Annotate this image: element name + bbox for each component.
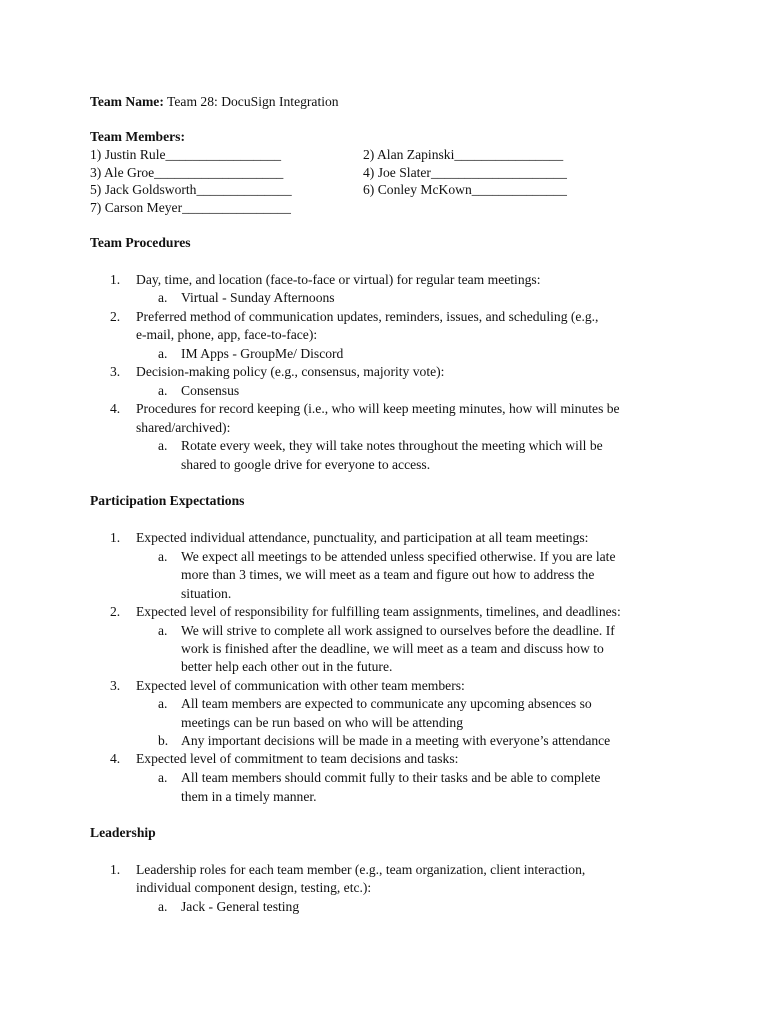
- procedure-4a-letter: a.: [158, 438, 168, 453]
- procedure-4-number: 4.: [110, 401, 121, 416]
- team-name-line: [90, 93, 339, 111]
- procedure-2a-text: IM Apps - GroupMe/ Discord: [181, 346, 344, 361]
- participation-1a-letter: a.: [158, 549, 168, 564]
- participation-4a-text: All team members should commit fully to their tasks and be able to complete: [181, 770, 601, 785]
- team-members-heading: Team Members:: [90, 129, 186, 144]
- procedure-3-text: Decision-making policy (e.g., consensus, majority vote):: [136, 364, 445, 379]
- procedure-4-text: Procedures for record keeping (i.e., who will keep meeting minutes, how will minutes be: [136, 401, 620, 416]
- procedure-2-text-cont: e-mail, phone, app, face-to-face):: [136, 327, 318, 342]
- procedure-2a-letter: a.: [158, 346, 168, 361]
- procedure-2-number: 2.: [110, 309, 121, 324]
- participation-4-number: 4.: [110, 751, 121, 766]
- leadership-heading: Leadership: [90, 825, 156, 840]
- participation-3a-text-2: meetings can be run based on who will be attending: [181, 715, 463, 730]
- member-3: 3) Ale Groe___________________: [90, 165, 284, 180]
- participation-3a-text: All team members are expected to communicate any upcoming absences so: [181, 696, 592, 711]
- procedure-1a-letter: a.: [158, 290, 168, 305]
- participation-2a-text-2: work is finished after the deadline, we will meet as a team and discuss how to: [181, 641, 604, 656]
- team-name-label: Team Name:: [90, 94, 164, 109]
- member-6: 6) Conley McKown______________: [363, 182, 567, 197]
- leadership-1a-letter: a.: [158, 899, 168, 914]
- participation-3b-text: Any important decisions will be made in a meeting with everyone’s attendance: [181, 733, 611, 748]
- procedure-4-text-cont: shared/archived):: [136, 420, 231, 435]
- participation-heading: Participation Expectations: [90, 493, 245, 508]
- procedure-3a-letter: a.: [158, 383, 168, 398]
- participation-1a-text-2: more than 3 times, we will meet as a team and figure out how to address the: [181, 567, 595, 582]
- participation-1a-text: We expect all meetings to be attended unless specified otherwise. If you are late: [181, 549, 616, 564]
- team-name-value: Team 28: DocuSign Integration: [167, 94, 339, 109]
- leadership-1-text: Leadership roles for each team member (e.g., team organization, client interaction,: [136, 862, 586, 877]
- member-4: 4) Joe Slater____________________: [363, 165, 567, 180]
- participation-2-text: Expected level of responsibility for fulfilling team assignments, timelines, and deadlines:: [136, 604, 621, 619]
- participation-1-text: Expected individual attendance, punctuality, and participation at all team meetings:: [136, 530, 589, 545]
- leadership-1a-text: Jack - General testing: [181, 899, 300, 914]
- participation-2a-letter: a.: [158, 623, 168, 638]
- member-5: 5) Jack Goldsworth______________: [90, 182, 292, 197]
- procedure-1a-text: Virtual - Sunday Afternoons: [181, 290, 335, 305]
- participation-3-number: 3.: [110, 678, 121, 693]
- member-7: 7) Carson Meyer________________: [90, 200, 291, 215]
- procedure-2-text: Preferred method of communication updates, reminders, issues, and scheduling (e.g.,: [136, 309, 599, 324]
- procedure-4a-text-cont: shared to google drive for everyone to access.: [181, 457, 431, 472]
- leadership-1-number: 1.: [110, 862, 121, 877]
- participation-2-number: 2.: [110, 604, 121, 619]
- participation-2a-text-3: better help each other out in the future.: [181, 659, 393, 674]
- participation-2a-text: We will strive to complete all work assigned to ourselves before the deadline. If: [181, 623, 615, 638]
- participation-4-text: Expected level of commitment to team decisions and tasks:: [136, 751, 459, 766]
- member-1: 1) Justin Rule_________________: [90, 147, 282, 162]
- participation-3a-letter: a.: [158, 696, 168, 711]
- participation-1a-text-3: situation.: [181, 586, 232, 601]
- participation-1-number: 1.: [110, 530, 121, 545]
- procedure-1-number: 1.: [110, 272, 121, 287]
- procedure-3a-text: Consensus: [181, 383, 240, 398]
- team-procedures-heading: Team Procedures: [90, 235, 191, 250]
- leadership-1-text-cont: individual component design, testing, etc.):: [136, 880, 372, 895]
- participation-4a-letter: a.: [158, 770, 168, 785]
- procedure-3-number: 3.: [110, 364, 121, 379]
- procedure-1-text: Day, time, and location (face-to-face or virtual) for regular team meetings:: [136, 272, 541, 287]
- participation-4a-text-2: them in a timely manner.: [181, 789, 317, 804]
- procedure-4a-text: Rotate every week, they will take notes throughout the meeting which will be: [181, 438, 603, 453]
- participation-3b-letter: b.: [158, 733, 169, 748]
- member-2: 2) Alan Zapinski________________: [363, 147, 564, 162]
- participation-3-text: Expected level of communication with other team members:: [136, 678, 465, 693]
